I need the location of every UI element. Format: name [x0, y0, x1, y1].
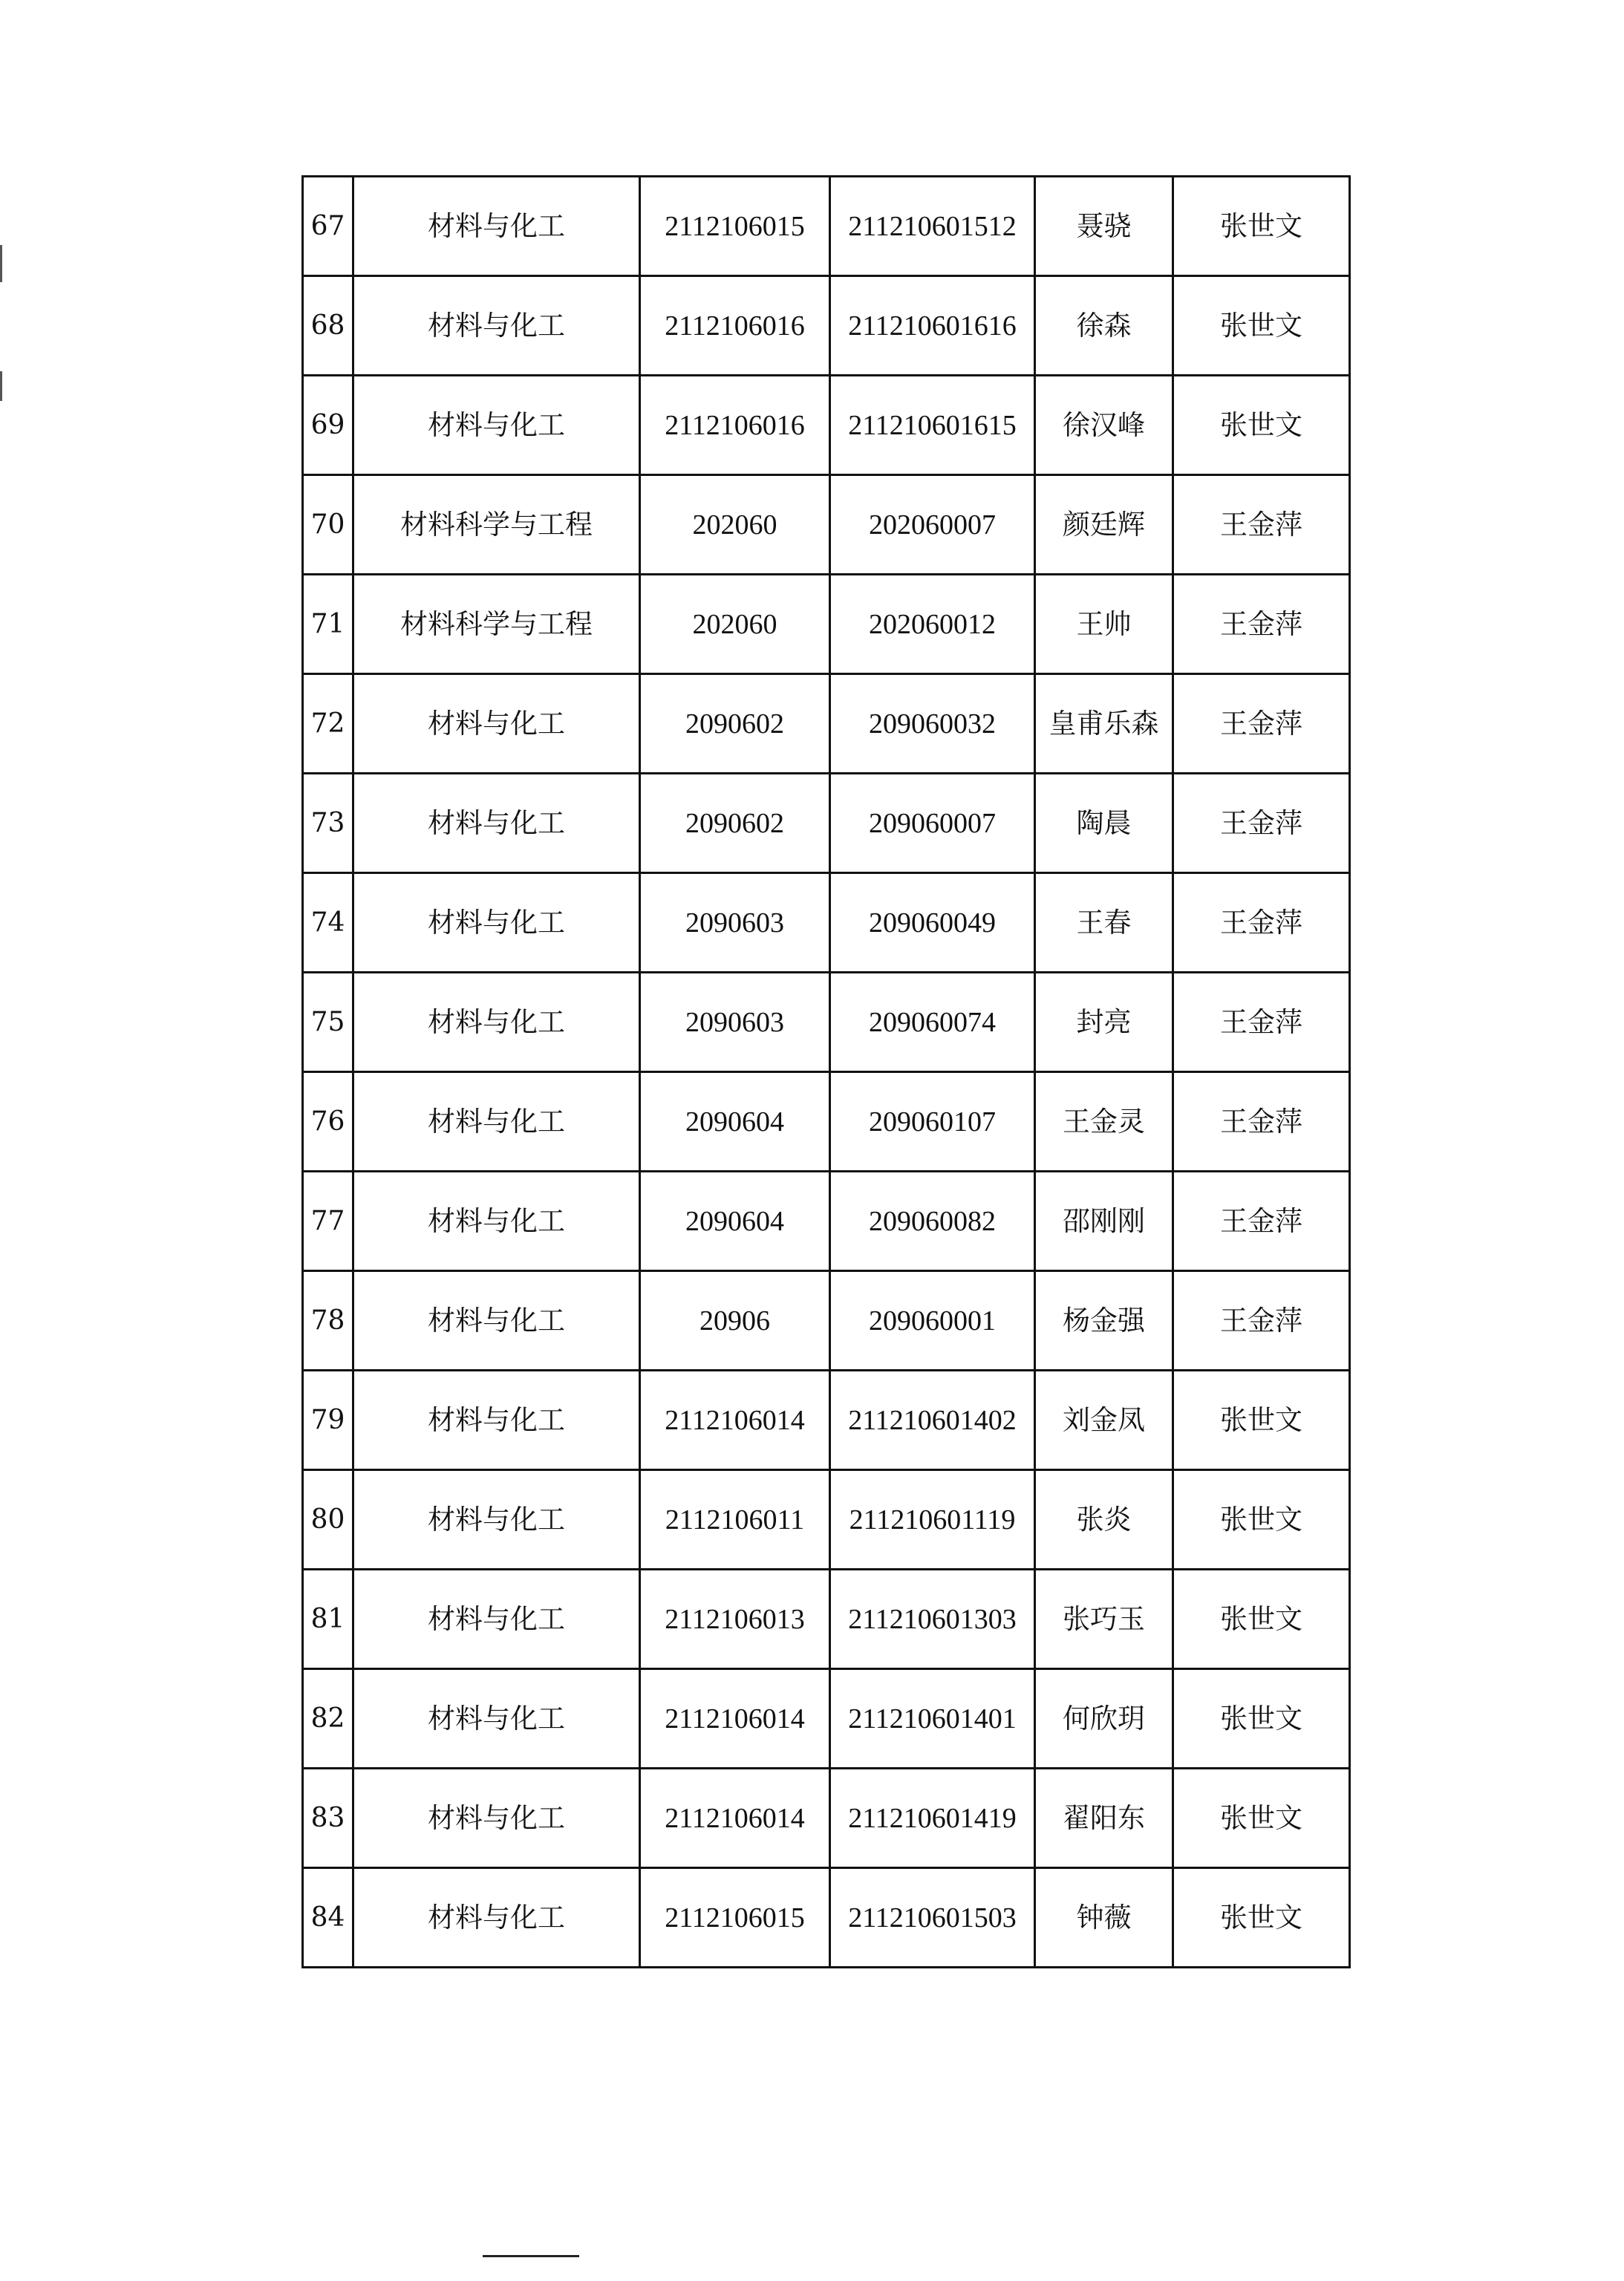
student-id-cell: 209060074	[830, 973, 1035, 1072]
teacher-cell: 王金萍	[1173, 475, 1350, 575]
table-row	[303, 1271, 1350, 1371]
student-id-cell: 202060012	[830, 575, 1035, 674]
teacher-cell: 张世文	[1173, 276, 1350, 376]
student-id-cell: 211210601419	[830, 1769, 1035, 1868]
teacher-cell: 王金萍	[1173, 1072, 1350, 1172]
major-cell: 材料与化工	[353, 1669, 640, 1769]
teacher-cell: 王金萍	[1173, 873, 1350, 973]
row-number-cell: 74	[303, 873, 353, 973]
row-number-cell: 67	[303, 177, 353, 276]
teacher-cell: 张世文	[1173, 1371, 1350, 1470]
teacher-cell: 张世文	[1173, 376, 1350, 475]
row-number-cell: 79	[303, 1371, 353, 1470]
student-name-cell: 徐森	[1035, 276, 1173, 376]
row-number-cell: 75	[303, 973, 353, 1072]
student-name-cell: 何欣玥	[1035, 1669, 1173, 1769]
class-cell: 2090603	[640, 973, 830, 1072]
major-cell: 材料与化工	[353, 1470, 640, 1570]
class-cell: 2090603	[640, 873, 830, 973]
student-records-table	[301, 175, 1351, 1968]
class-cell: 2090602	[640, 774, 830, 873]
table-row	[303, 674, 1350, 774]
student-id-cell: 209060007	[830, 774, 1035, 873]
student-name-cell: 王帅	[1035, 575, 1173, 674]
student-name-cell: 张炎	[1035, 1470, 1173, 1570]
table-row	[303, 276, 1350, 376]
major-cell: 材料与化工	[353, 873, 640, 973]
student-id-cell: 211210601616	[830, 276, 1035, 376]
student-id-cell: 211210601119	[830, 1470, 1035, 1570]
table-row	[303, 1072, 1350, 1172]
major-cell: 材料与化工	[353, 1072, 640, 1172]
student-id-cell: 211210601512	[830, 177, 1035, 276]
major-cell: 材料与化工	[353, 376, 640, 475]
student-name-cell: 王金灵	[1035, 1072, 1173, 1172]
major-cell: 材料与化工	[353, 1271, 640, 1371]
class-cell: 2090602	[640, 674, 830, 774]
major-cell: 材料科学与工程	[353, 575, 640, 674]
table-row	[303, 774, 1350, 873]
class-cell: 2112106014	[640, 1371, 830, 1470]
footer-rule	[483, 2255, 579, 2257]
student-name-cell: 封亮	[1035, 973, 1173, 1072]
major-cell: 材料与化工	[353, 276, 640, 376]
student-name-cell: 钟薇	[1035, 1868, 1173, 1968]
row-number-cell: 68	[303, 276, 353, 376]
table-row	[303, 475, 1350, 575]
row-number-cell: 82	[303, 1669, 353, 1769]
student-name-cell: 皇甫乐森	[1035, 674, 1173, 774]
teacher-cell: 王金萍	[1173, 774, 1350, 873]
row-number-cell: 77	[303, 1172, 353, 1271]
major-cell: 材料与化工	[353, 1868, 640, 1968]
table-body	[303, 177, 1350, 1968]
row-number-cell: 71	[303, 575, 353, 674]
teacher-cell: 张世文	[1173, 1669, 1350, 1769]
class-cell: 202060	[640, 575, 830, 674]
student-name-cell: 陶晨	[1035, 774, 1173, 873]
major-cell: 材料与化工	[353, 1371, 640, 1470]
row-number-cell: 72	[303, 674, 353, 774]
scan-edge-mark	[0, 245, 2, 282]
row-number-cell: 84	[303, 1868, 353, 1968]
student-id-cell: 211210601402	[830, 1371, 1035, 1470]
row-number-cell: 69	[303, 376, 353, 475]
teacher-cell: 王金萍	[1173, 973, 1350, 1072]
table-row	[303, 1669, 1350, 1769]
teacher-cell: 王金萍	[1173, 575, 1350, 674]
table-row	[303, 575, 1350, 674]
row-number-cell: 83	[303, 1769, 353, 1868]
class-cell: 202060	[640, 475, 830, 575]
teacher-cell: 王金萍	[1173, 1271, 1350, 1371]
student-id-cell: 209060032	[830, 674, 1035, 774]
major-cell: 材料与化工	[353, 674, 640, 774]
student-id-cell: 202060007	[830, 475, 1035, 575]
class-cell: 2112106011	[640, 1470, 830, 1570]
row-number-cell: 81	[303, 1570, 353, 1669]
class-cell: 2112106013	[640, 1570, 830, 1669]
student-name-cell: 聂骁	[1035, 177, 1173, 276]
teacher-cell: 王金萍	[1173, 1172, 1350, 1271]
class-cell: 2112106015	[640, 1868, 830, 1968]
student-name-cell: 刘金凤	[1035, 1371, 1173, 1470]
class-cell: 2112106016	[640, 376, 830, 475]
student-id-cell: 211210601615	[830, 376, 1035, 475]
class-cell: 2112106014	[640, 1769, 830, 1868]
table-row	[303, 1868, 1350, 1968]
student-id-cell: 209060107	[830, 1072, 1035, 1172]
table-row	[303, 873, 1350, 973]
table-row	[303, 1172, 1350, 1271]
class-cell: 2112106016	[640, 276, 830, 376]
student-name-cell: 徐汉峰	[1035, 376, 1173, 475]
row-number-cell: 73	[303, 774, 353, 873]
teacher-cell: 张世文	[1173, 1470, 1350, 1570]
table-row	[303, 973, 1350, 1072]
student-id-cell: 211210601401	[830, 1669, 1035, 1769]
table-row	[303, 1570, 1350, 1669]
teacher-cell: 张世文	[1173, 1570, 1350, 1669]
class-cell: 2090604	[640, 1072, 830, 1172]
major-cell: 材料与化工	[353, 1769, 640, 1868]
student-name-cell: 颜廷辉	[1035, 475, 1173, 575]
table-row	[303, 1769, 1350, 1868]
teacher-cell: 张世文	[1173, 177, 1350, 276]
table-row	[303, 376, 1350, 475]
student-id-cell: 211210601303	[830, 1570, 1035, 1669]
teacher-cell: 张世文	[1173, 1769, 1350, 1868]
table-row	[303, 1470, 1350, 1570]
table-row	[303, 177, 1350, 276]
student-id-cell: 209060049	[830, 873, 1035, 973]
teacher-cell: 张世文	[1173, 1868, 1350, 1968]
table-row	[303, 1371, 1350, 1470]
class-cell: 2112106015	[640, 177, 830, 276]
row-number-cell: 76	[303, 1072, 353, 1172]
class-cell: 20906	[640, 1271, 830, 1371]
major-cell: 材料与化工	[353, 1570, 640, 1669]
student-id-cell: 209060001	[830, 1271, 1035, 1371]
major-cell: 材料与化工	[353, 1172, 640, 1271]
major-cell: 材料与化工	[353, 177, 640, 276]
student-name-cell: 邵刚刚	[1035, 1172, 1173, 1271]
major-cell: 材料与化工	[353, 774, 640, 873]
student-name-cell: 张巧玉	[1035, 1570, 1173, 1669]
student-name-cell: 翟阳东	[1035, 1769, 1173, 1868]
major-cell: 材料与化工	[353, 973, 640, 1072]
student-name-cell: 杨金强	[1035, 1271, 1173, 1371]
row-number-cell: 80	[303, 1470, 353, 1570]
row-number-cell: 78	[303, 1271, 353, 1371]
row-number-cell: 70	[303, 475, 353, 575]
teacher-cell: 王金萍	[1173, 674, 1350, 774]
class-cell: 2112106014	[640, 1669, 830, 1769]
major-cell: 材料科学与工程	[353, 475, 640, 575]
student-name-cell: 王春	[1035, 873, 1173, 973]
student-id-cell: 209060082	[830, 1172, 1035, 1271]
class-cell: 2090604	[640, 1172, 830, 1271]
scan-edge-mark	[0, 371, 2, 401]
student-id-cell: 211210601503	[830, 1868, 1035, 1968]
